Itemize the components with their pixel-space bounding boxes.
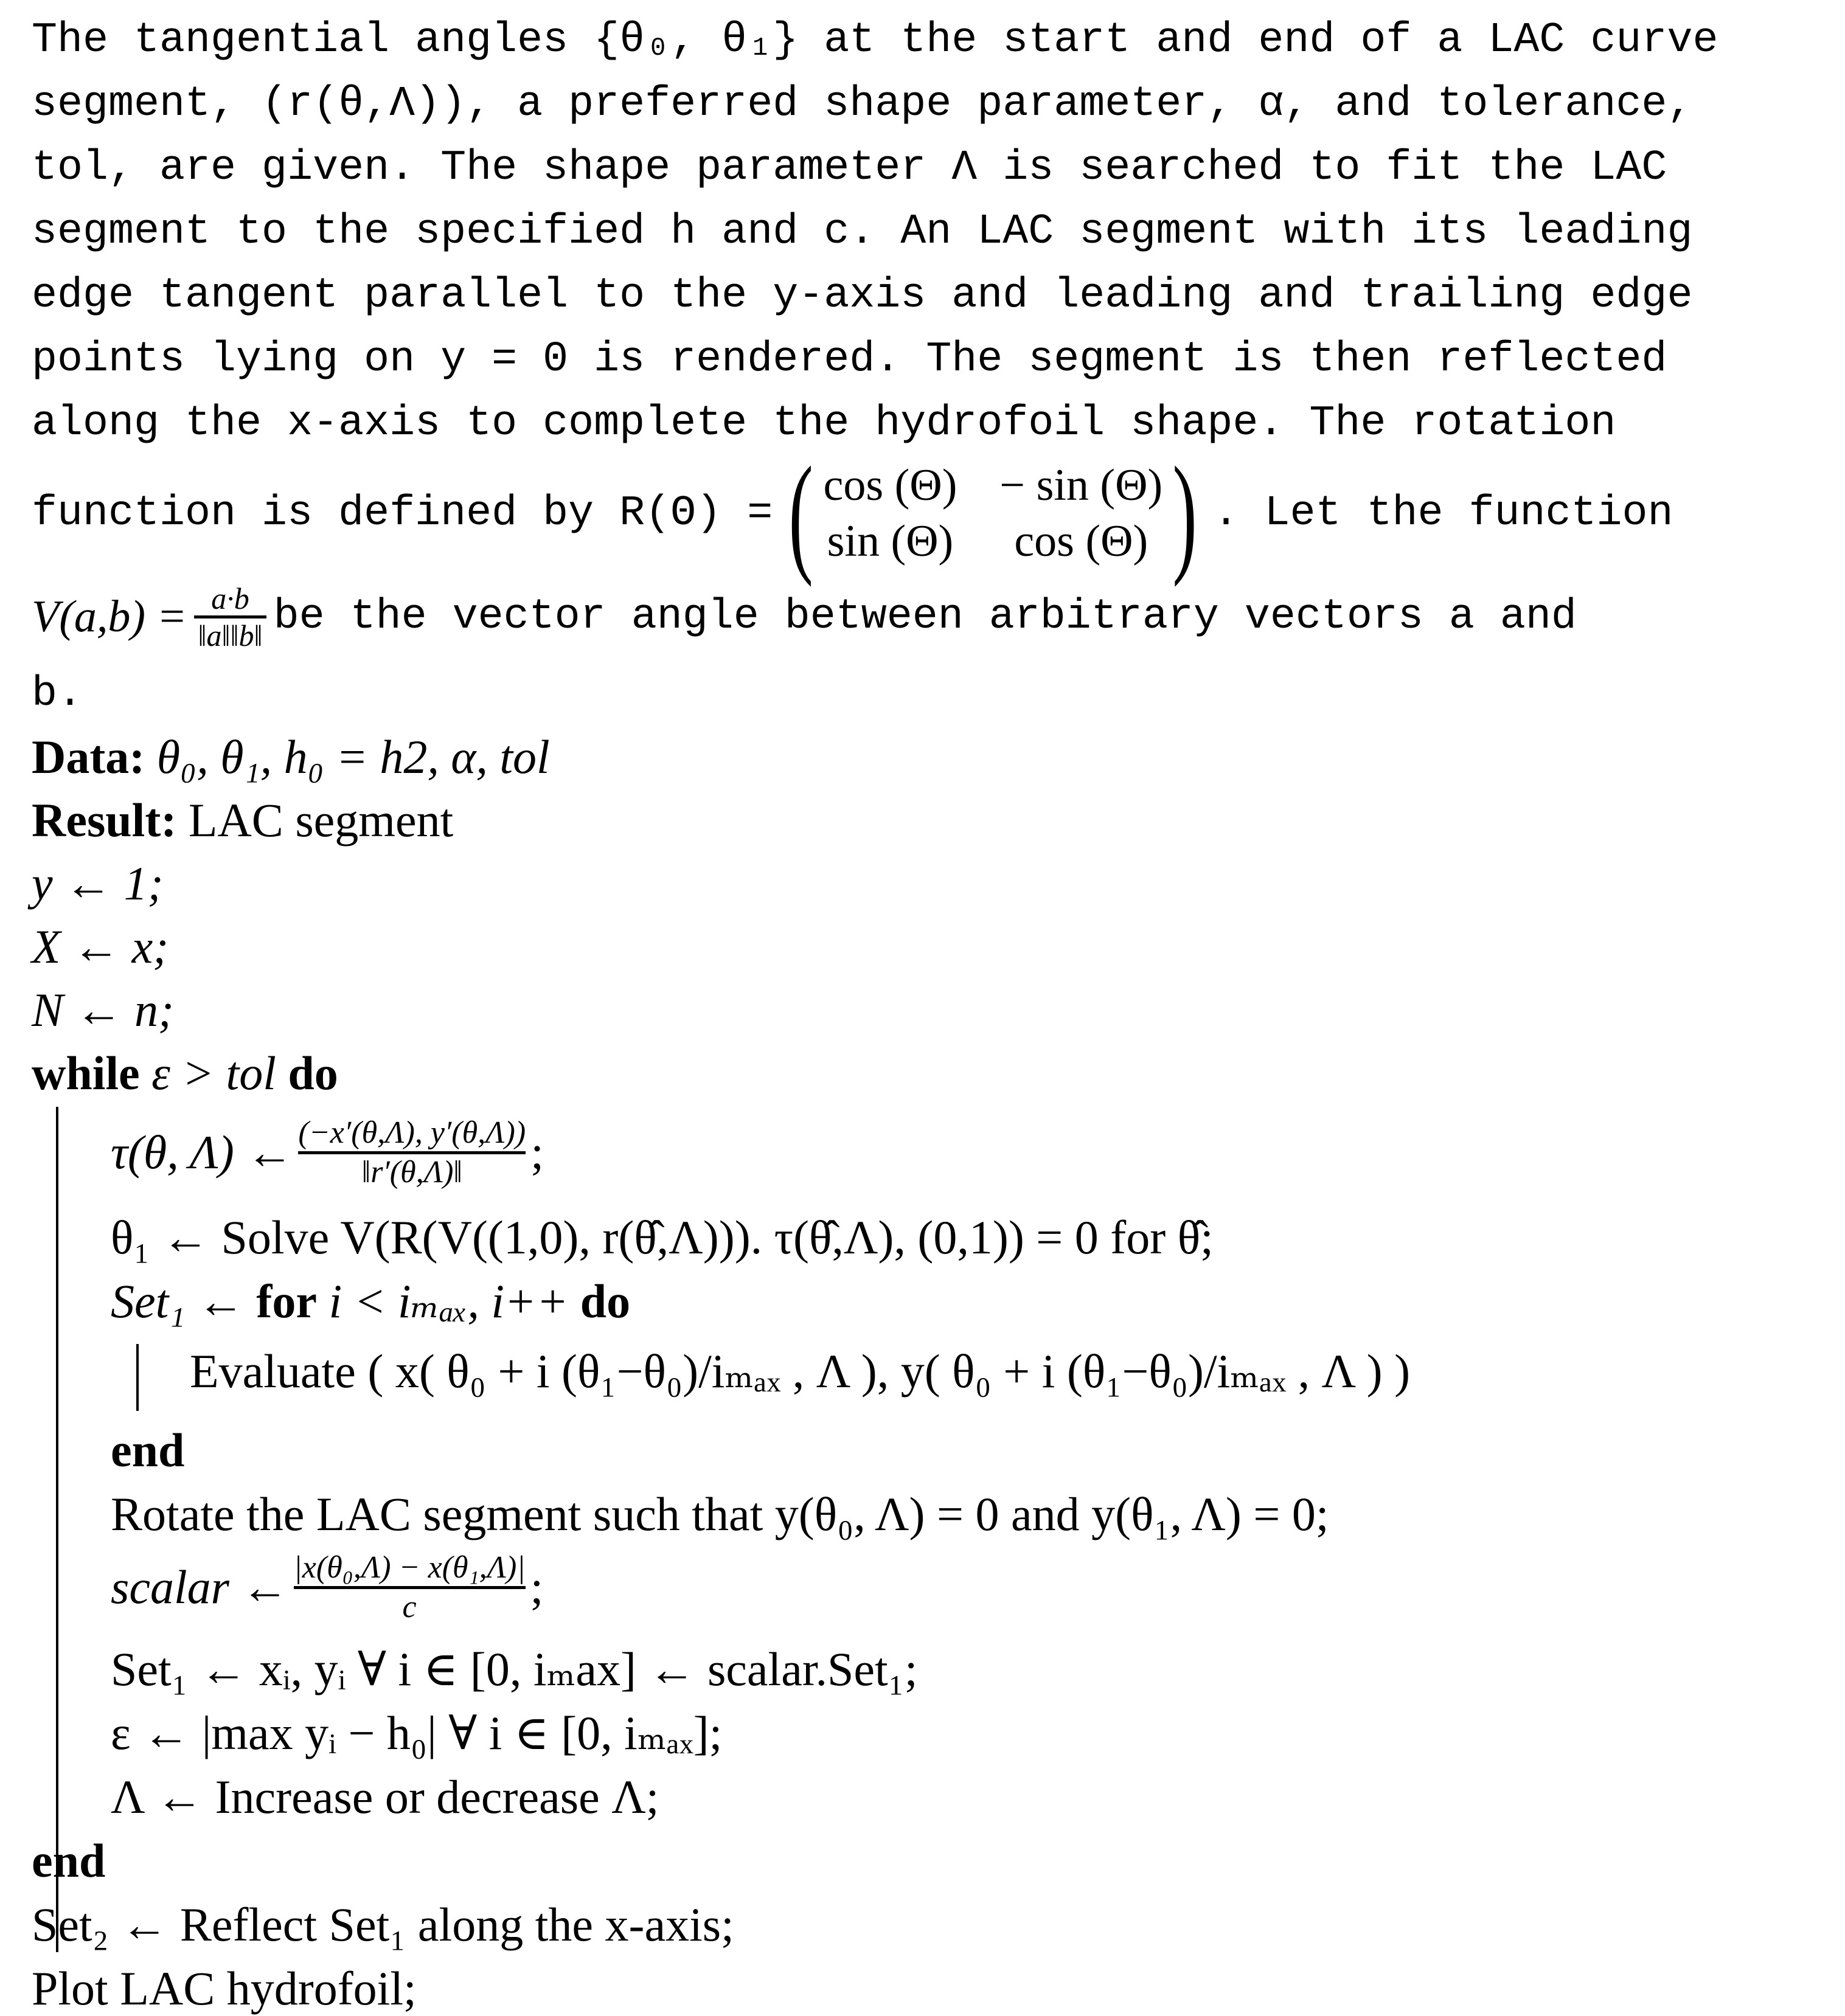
init-line: y ← 1; — [32, 857, 164, 910]
vector-text: be the vector angle between arbitrary vectors a and — [273, 592, 1577, 641]
theta1-line: θ₁ ← Solve V(R(V((1,0), r(θ̂,Λ))). τ(θ̂,Λ), (0,1)) = 0 for θ̂; — [111, 1211, 1214, 1264]
set1-for-line — [111, 1274, 630, 1329]
matrix-cell: cos (Θ) — [1014, 516, 1148, 566]
tau-lhs: τ(θ, Λ) ← — [111, 1126, 294, 1179]
intro-line: edge tangent parallel to the y-axis and leading and trailing edge — [32, 272, 1693, 320]
set1-scale-line: Set₁ ← xᵢ, yᵢ ∀ i ∈ [0, iₘax] ← scalar.Set₁; — [111, 1643, 918, 1696]
for-block-rule — [136, 1344, 139, 1411]
fraction-numerator: |x(θ₀,Λ) − x(θ₁,Λ)| — [293, 1550, 526, 1585]
while-keyword: while — [32, 1047, 140, 1100]
evaluate-line: Evaluate ( x( θ₀ + i (θ₁−θ₀)/iₘₐₓ , Λ ), y( θ₀ + i (θ₁−θ₀)/iₘₐₓ , Λ ) ) — [190, 1345, 1411, 1398]
fraction-denominator: ‖a‖‖b‖ — [198, 618, 263, 653]
intro-line: tol, are given. The shape parameter Λ is searched to fit the LAC — [32, 144, 1667, 192]
while-block-rule — [56, 1107, 58, 1952]
while-condition: ε > tol — [151, 1047, 276, 1100]
set1-lhs: Set₁ ← — [111, 1275, 245, 1328]
fraction-denominator: c — [402, 1589, 417, 1624]
rotate-line: Rotate the LAC segment such that y(θ₀, Λ) = 0 and y(θ₁, Λ) = 0; — [111, 1488, 1329, 1540]
vector-fraction — [194, 581, 266, 653]
for-keyword: for — [256, 1275, 318, 1328]
left-paren: ( — [788, 439, 813, 587]
set2-line: Set₂ ← Reflect Set₁ along the x-axis; — [32, 1898, 734, 1951]
do-keyword: do — [580, 1275, 631, 1328]
end-while: end — [32, 1834, 106, 1887]
result-value: LAC segment — [188, 794, 454, 847]
fraction-numerator: a·b — [211, 581, 249, 615]
init-line: X ← x; — [32, 920, 169, 973]
for-condition: i < iₘₐₓ, i++ — [328, 1275, 569, 1328]
right-paren: ) — [1172, 439, 1197, 587]
result-line — [32, 793, 453, 848]
matrix-cell: sin (Θ) — [827, 516, 954, 566]
rotation-definition — [32, 439, 1844, 587]
matrix-cell: cos (Θ) — [823, 460, 957, 510]
scalar-fraction — [294, 1550, 526, 1626]
rotation-prefix: function is defined by R(Θ) = — [32, 489, 773, 538]
intro-line: along the x-axis to complete the hydrofoil shape. The rotation — [32, 400, 1616, 448]
plot-line: Plot LAC hydrofoil; — [32, 1962, 417, 2015]
vector-lhs: V(a,b) = — [32, 591, 187, 642]
rotation-matrix — [779, 439, 1207, 587]
vector-angle-definition — [32, 571, 1844, 662]
while-line — [32, 1046, 338, 1101]
intro-line: segment, (r(θ,Λ)), a preferred shape parameter, α, and tolerance, — [32, 80, 1693, 128]
end-for: end — [111, 1424, 185, 1477]
intro-line: The tangential angles {θ₀, θ₁} at the start and end of a LAC curve — [32, 16, 1718, 64]
matrix-cell: − sin (Θ) — [999, 460, 1163, 510]
tau-line: τ(θ, Λ) ← (−x′(θ,Λ), y′(θ,Λ)) ‖r′(θ,Λ)‖ ; — [111, 1115, 544, 1190]
lambda-line: Λ ← Increase or decrease Λ; — [111, 1770, 659, 1823]
data-value: θ₀, θ₁, h₀ = h2, α, tol — [156, 730, 550, 783]
data-line — [32, 730, 550, 785]
rotation-suffix: . Let the function — [1213, 489, 1673, 538]
result-label: Result: — [32, 794, 177, 847]
scalar-lhs: scalar ← — [111, 1560, 289, 1613]
epsilon-line: ε ← |max yᵢ − h₀| ∀ i ∈ [0, iₘₐₓ]; — [111, 1706, 723, 1759]
do-keyword: do — [288, 1047, 338, 1100]
scalar-line: scalar ← |x(θ₀,Λ) − x(θ₁,Λ)| c ; — [111, 1550, 544, 1624]
algorithm-description — [32, 9, 1844, 726]
data-label: Data: — [32, 730, 145, 783]
intro-line: points lying on y = 0 is rendered. The segment is then reflected — [32, 336, 1667, 384]
tau-fraction — [298, 1115, 526, 1191]
fraction-numerator: (−x′(θ,Λ), y′(θ,Λ)) — [298, 1115, 526, 1150]
init-line: N ← n; — [32, 983, 174, 1036]
fraction-denominator: ‖r′(θ,Λ)‖ — [361, 1154, 462, 1190]
intro-line: segment to the specified h and c. An LAC segment with its leading — [32, 208, 1693, 256]
vector-end: b. — [32, 670, 83, 718]
